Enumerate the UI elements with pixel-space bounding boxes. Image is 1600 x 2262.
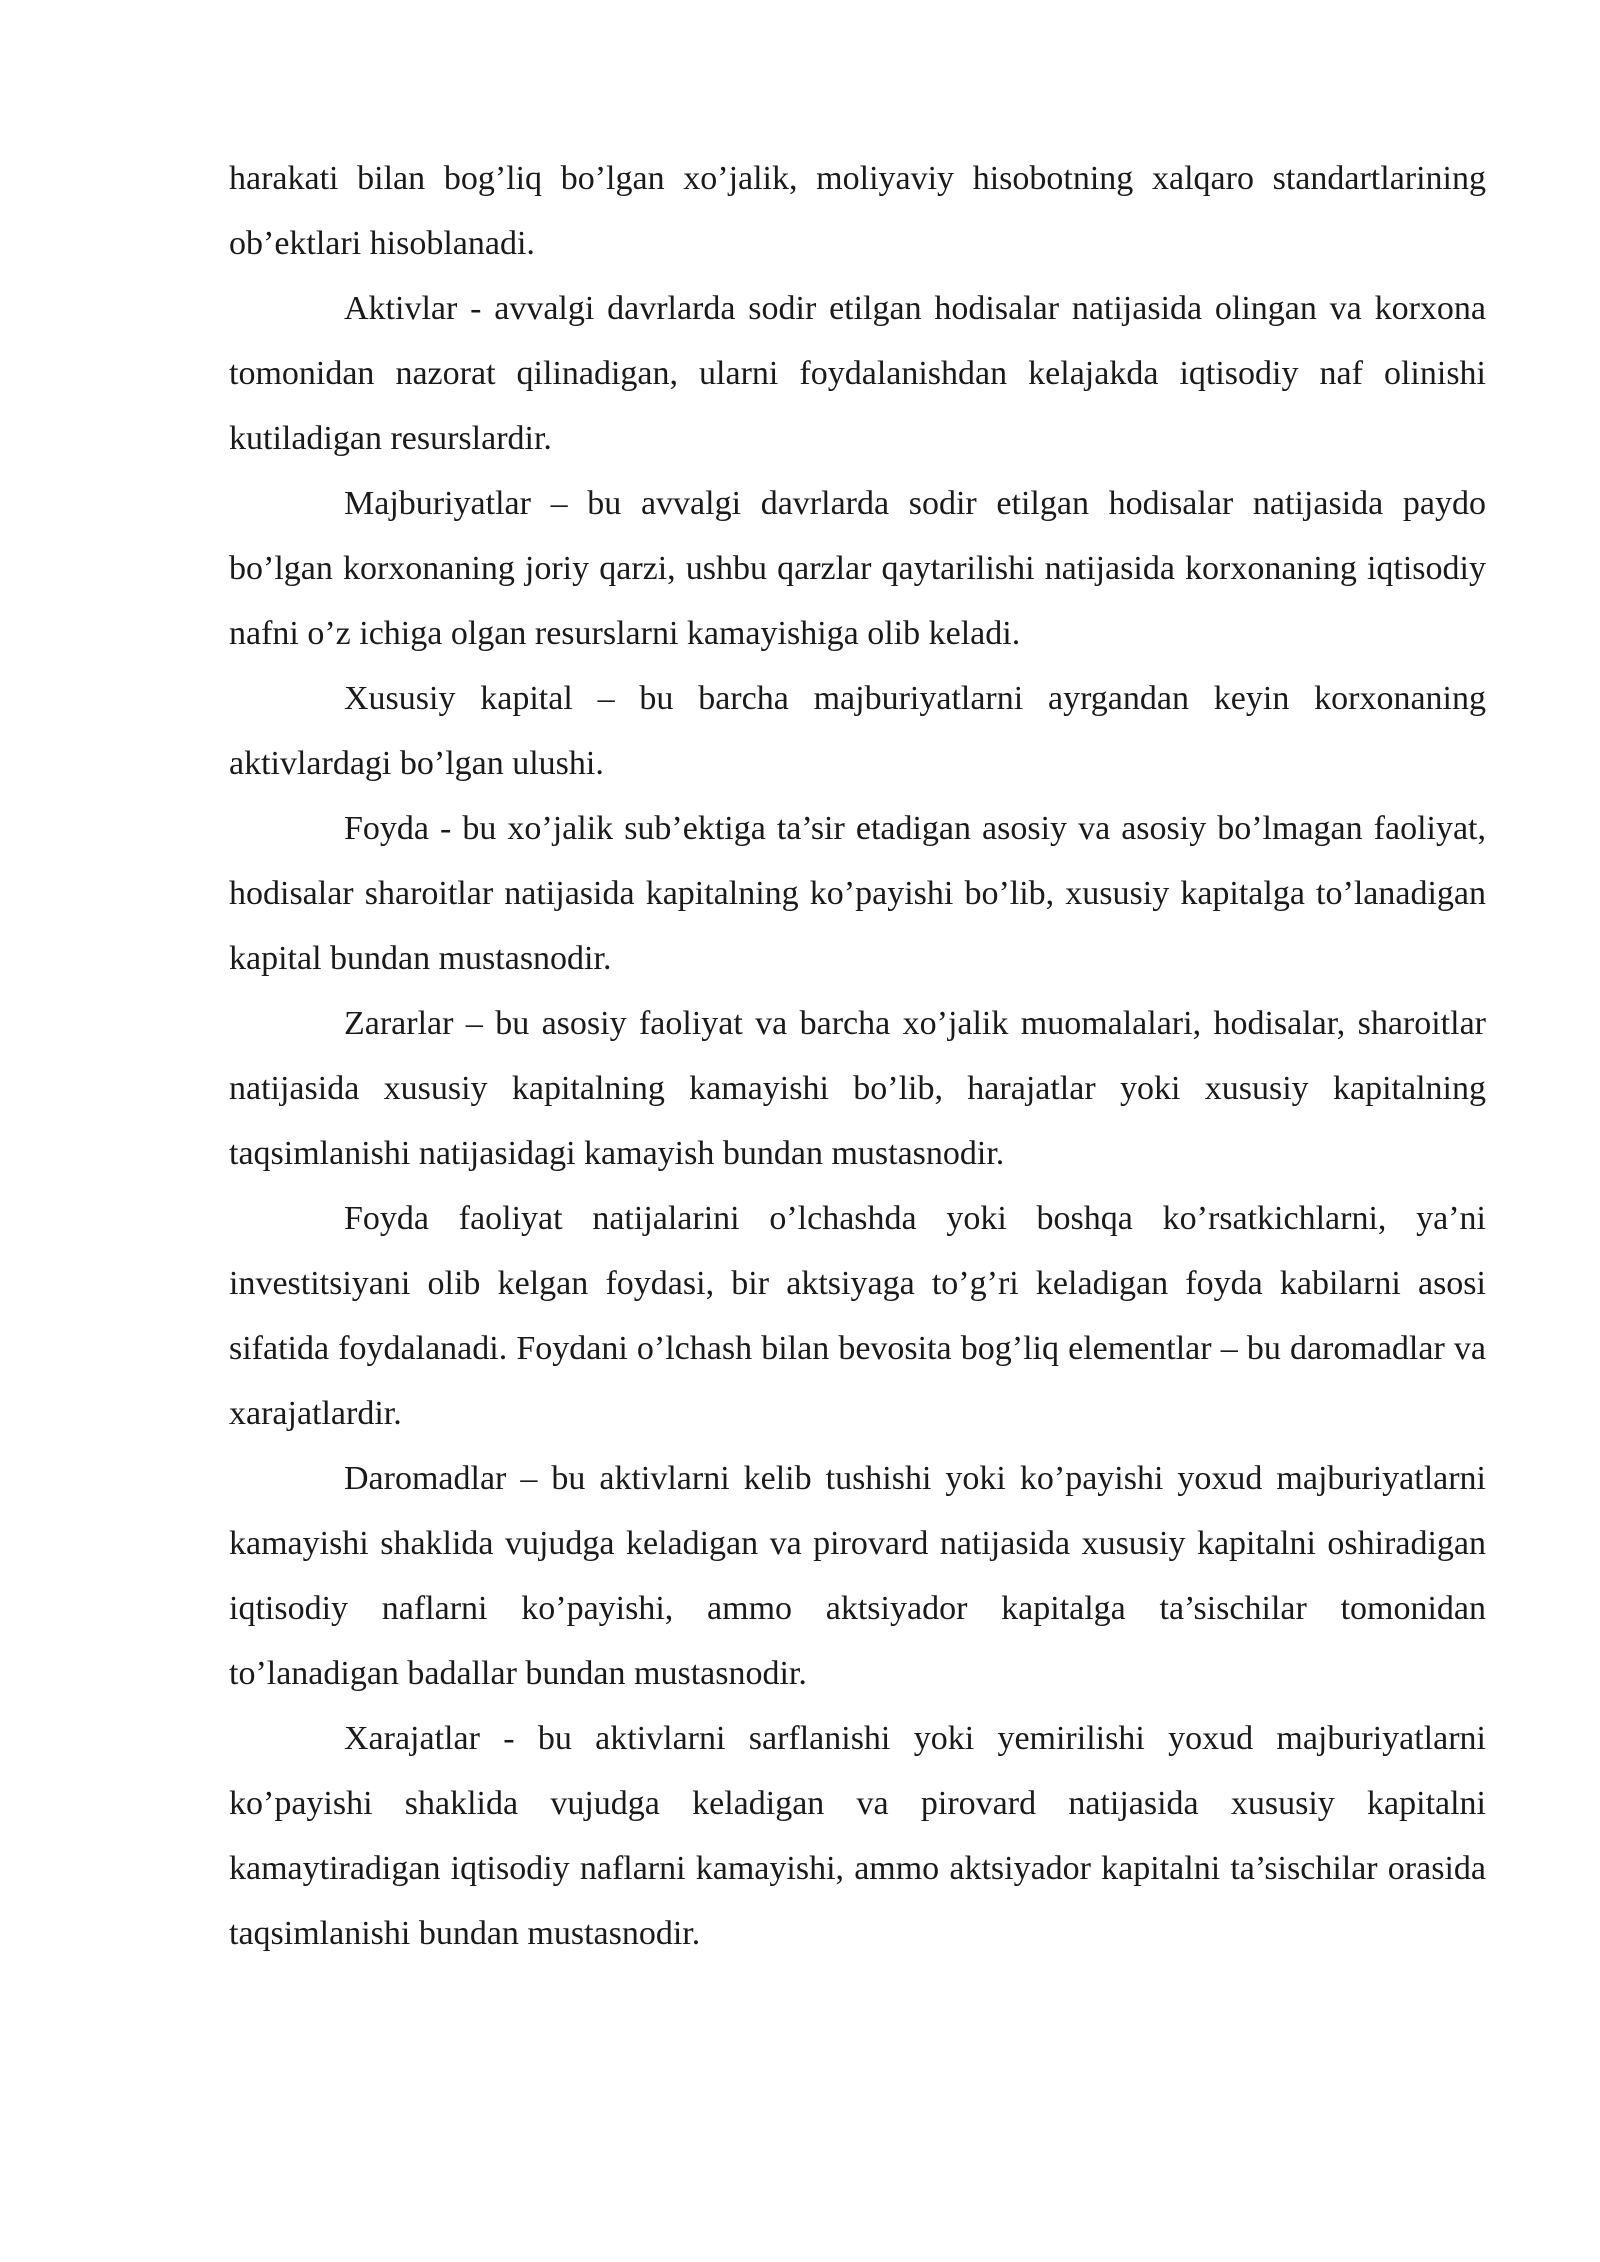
paragraph-xarajatlar: Xarajatlar - bu aktivlarni sarflanishi yoki yemirilishi yoxud majburiyatlarni ko’payishi shaklida vujudga keladigan va pirovard natijasida xususiy kapitalni kamaytiradigan iqtisodiy naflarni kamayishi, ammo aktsiyador kapitalni ta’sischilar orasida taqsimlanishi bundan mustasnodir.: [229, 1720, 1486, 1952]
paragraph-aktivlar: Aktivlar - avvalgi davrlarda sodir etilgan hodisalar natijasida olingan va korxona tomonidan nazorat qilinadigan, ularni foydalanishdan kelajakda iqtisodiy naf olinishi kutiladigan resurslardir.: [229, 290, 1486, 457]
paragraph-foyda: Foyda - bu xo’jalik sub’ektiga ta’sir etadigan asosiy va asosiy bo’lmagan faoliyat, hodisalar sharoitlar natijasida kapitalning ko’payishi bo’lib, xususiy kapitalga to’lanadigan kapital bundan mustasnodir.: [229, 810, 1486, 977]
paragraph-continuation: harakati bilan bog’liq bo’lgan xo’jalik, moliyaviy hisobotning xalqaro standartlarining ob’ektlari hisoblanadi.: [229, 160, 1486, 262]
document-body: [229, 146, 1486, 1966]
paragraph-majburiyatlar: Majburiyatlar – bu avvalgi davrlarda sodir etilgan hodisalar natijasida paydo bo’lgan korxonaning joriy qarzi, ushbu qarzlar qaytarilishi natijasida korxonaning iqtisodiy nafni o’z ichiga olgan resurslarni kamayishiga olib keladi.: [229, 485, 1486, 652]
paragraph-daromadlar: Daromadlar – bu aktivlarni kelib tushishi yoki ko’payishi yoxud majburiyatlarni kamayishi shaklida vujudga keladigan va pirovard natijasida xususiy kapitalni oshiradigan iqtisodiy naflarni ko’payishi, ammo aktsiyador kapitalga ta’sischilar tomonidan to’lanadigan badallar bundan mustasnodir.: [229, 1460, 1486, 1692]
paragraph-zararlar: Zararlar – bu asosiy faoliyat va barcha xo’jalik muomalalari, hodisalar, sharoitlar natijasida xususiy kapitalning kamayishi bo’lib, harajatlar yoki xususiy kapitalning taqsimlanishi natijasidagi kamayish bundan mustasnodir.: [229, 1005, 1486, 1172]
paragraph-xususiy-kapital: Xususiy kapital – bu barcha majburiyatlarni ayrgandan keyin korxonaning aktivlardagi bo’lgan ulushi.: [229, 680, 1486, 782]
paragraph-foyda-faoliyat: Foyda faoliyat natijalarini o’lchashda yoki boshqa ko’rsatkichlarni, ya’ni investitsiyani olib kelgan foydasi, bir aktsiyaga to’g’ri keladigan foyda kabilarni asosi sifatida foydalanadi. Foydani o’lchash bilan bevosita bog’liq elementlar – bu daromadlar va xarajatlardir.: [229, 1200, 1486, 1432]
